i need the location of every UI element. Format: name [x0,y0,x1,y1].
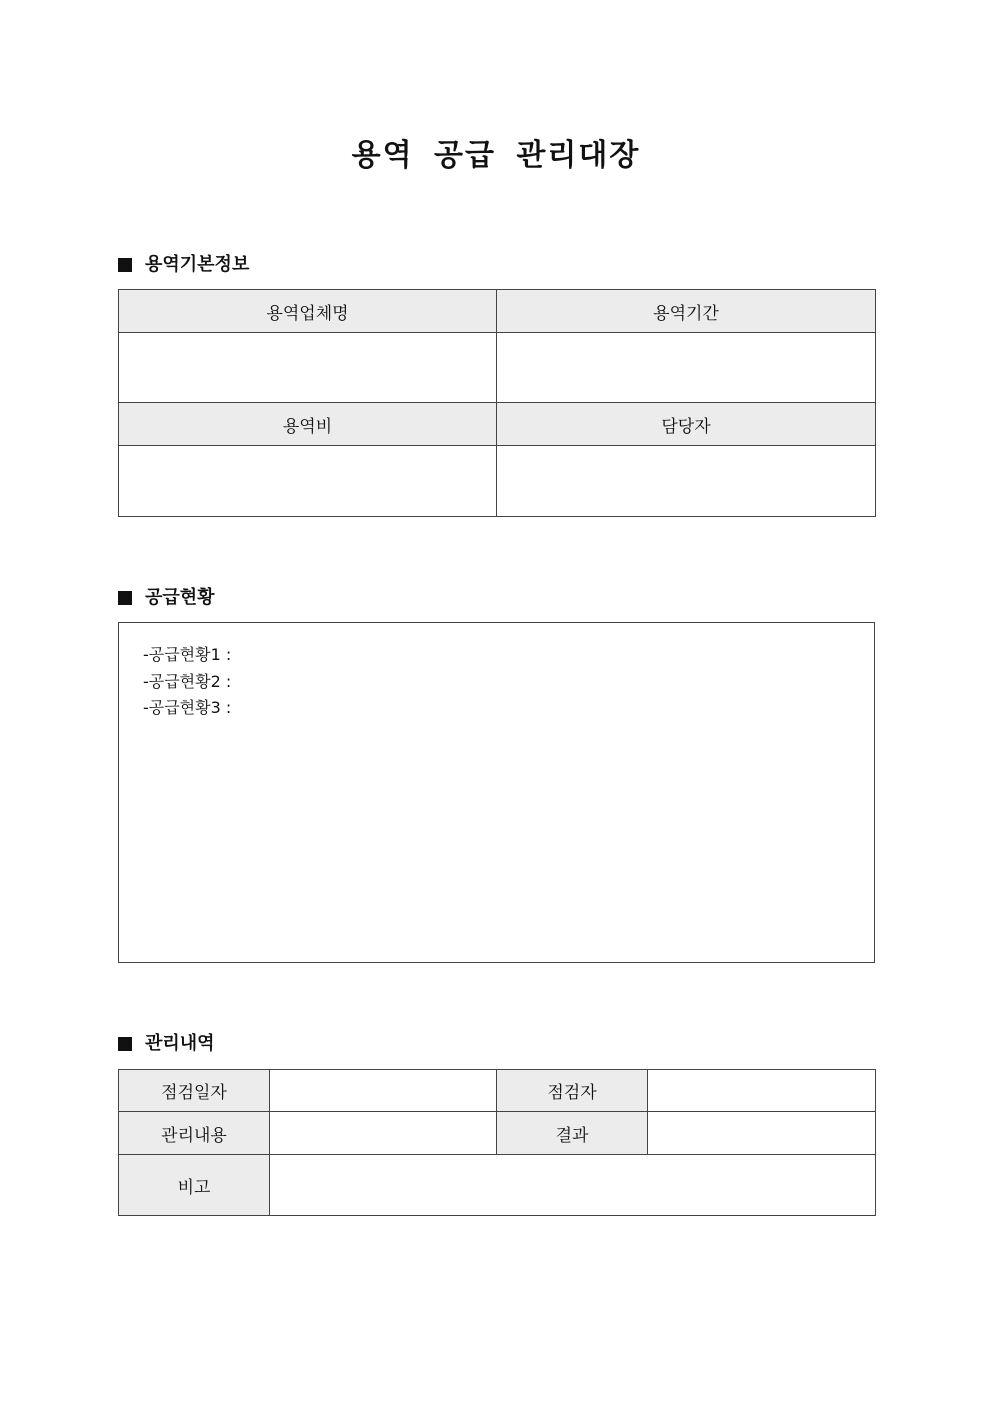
list-item: -공급현황3 : [143,698,232,717]
supply-status-box[interactable] [118,622,875,963]
management-content-label: 관리내용 [119,1112,270,1155]
remarks-label: 비고 [119,1155,270,1216]
management-content-field[interactable] [270,1112,497,1155]
square-bullet-icon [118,1037,132,1051]
table-row [119,1112,876,1155]
manager-label: 담당자 [497,403,876,446]
list-item: -공급현황1 : [143,645,232,664]
section-heading-label: 용역기본정보 [145,254,250,275]
result-field[interactable] [648,1112,876,1155]
table-row [119,1155,876,1216]
table-row [119,1070,876,1112]
section-heading-label: 관리내역 [145,1033,215,1054]
company-name-field[interactable] [119,333,497,403]
result-label: 결과 [497,1112,648,1155]
service-fee-label: 용역비 [119,403,497,446]
inspection-date-field[interactable] [270,1070,497,1112]
service-fee-field[interactable] [119,446,497,517]
service-period-label: 용역기간 [497,290,876,333]
square-bullet-icon [118,258,132,272]
inspector-field[interactable] [648,1070,876,1112]
inspector-label: 점검자 [497,1070,648,1112]
remarks-field[interactable] [270,1155,876,1216]
section-heading-supply-status [118,584,215,612]
page-title: 용역 공급 관리대장 [351,138,641,173]
table-row [119,290,876,333]
basic-info-table [118,289,876,517]
section-heading-management [118,1030,215,1058]
company-name-label: 용역업체명 [119,290,497,333]
management-table [118,1069,876,1216]
section-heading-label: 공급현황 [145,587,215,608]
manager-field[interactable] [497,446,876,517]
inspection-date-label: 점검일자 [119,1070,270,1112]
supply-status-list [143,642,231,722]
square-bullet-icon [118,591,132,605]
table-row [119,403,876,446]
list-item: -공급현황2 : [143,671,232,691]
table-row [119,333,876,403]
table-row [119,446,876,517]
service-period-field[interactable] [497,333,876,403]
section-heading-basic-info [118,251,249,279]
